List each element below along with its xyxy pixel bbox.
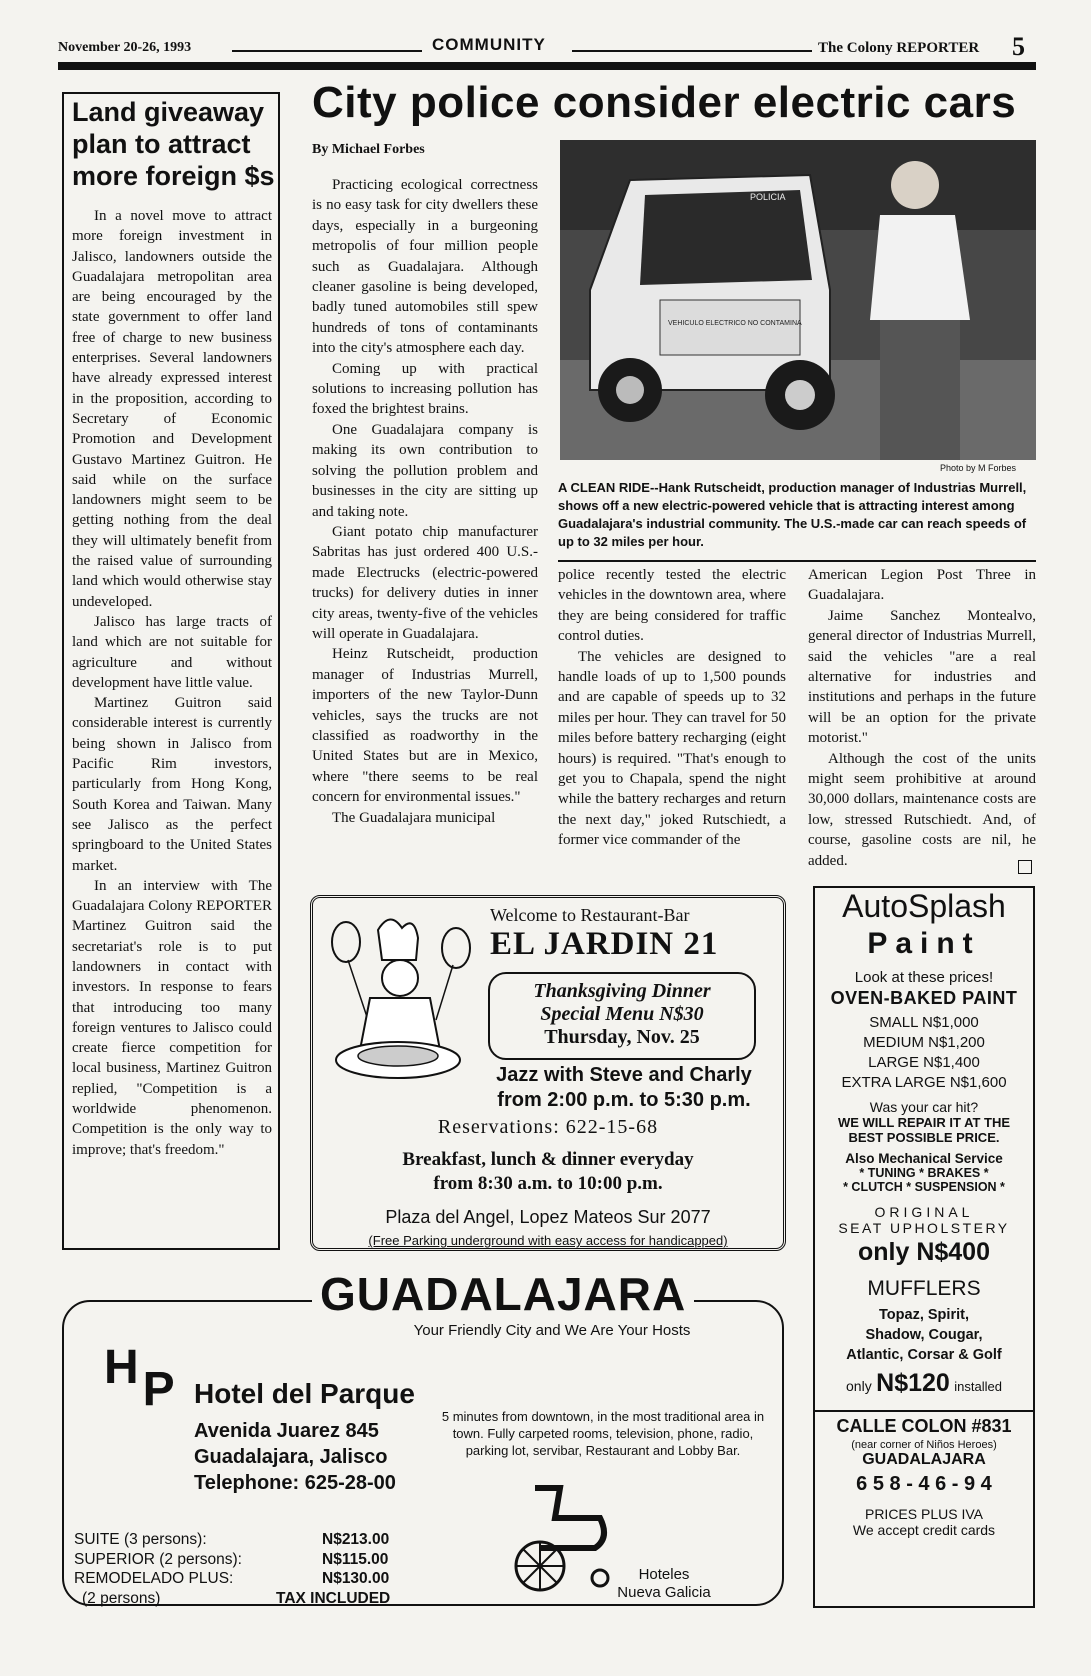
muffler-price xyxy=(815,1369,1033,1398)
caption-rule xyxy=(558,560,1036,562)
sidebar-paragraph: Jalisco has large tracts of land which are not suitable for agriculture and without development have little value. xyxy=(72,613,272,691)
price-row xyxy=(815,1073,1033,1093)
article-column-1 xyxy=(312,175,538,828)
article-paragraph: Coming up with practical solutions to increasing pollution has foxed the brightest brains. xyxy=(312,360,538,418)
reservations: Reservations: 622-15-68 xyxy=(437,1116,659,1138)
service-list: * TUNING * BRAKES * xyxy=(859,1166,989,1180)
service-list: * CLUTCH * SUSPENSION * xyxy=(843,1180,1005,1194)
article-column-2 xyxy=(558,565,786,851)
tax-note: TAX INCLUDED xyxy=(276,1589,391,1607)
article-paragraph: Although the cost of the units might seem prohibitive at around 30,000 dollars, maintenance costs are low, stressed Rutschiedt. And, of course, gasoline costs are nil, he added. xyxy=(808,750,1036,869)
meals-time: from 8:30 a.m. to 10:00 p.m. xyxy=(433,1173,663,1194)
logo-h: H xyxy=(104,1341,139,1394)
seat-upholstery: SEAT UPHOLSTERY xyxy=(838,1220,1010,1236)
special-menu: Special Menu N$30 xyxy=(540,1003,704,1025)
rate-price: N$115.00 xyxy=(322,1550,389,1568)
photo-credit: Photo by M Forbes xyxy=(940,463,1017,473)
thanksgiving-special xyxy=(488,972,756,1060)
car-model-line: Shadow, Cougar, xyxy=(865,1327,983,1343)
sidebar-paragraph: In an interview with The Guadalajara Colony REPORTER Martinez Guitron said the secretariat's role is to put landowners in contact with investors. In response to fears that introducing too many foreign ventures to Jalisco could create fierce competition for local business, Martinez Guitron replied, "Competition is a worldwide phenomenon. Competition is the only way to improve; that's freedom." xyxy=(72,877,272,1158)
photo-illustration xyxy=(560,140,1036,460)
price-value: N$1,000 xyxy=(922,1014,979,1031)
rate-prices xyxy=(276,1530,391,1608)
guadalajara-tagline: Your Friendly City and We Are Your Hosts xyxy=(413,1322,691,1339)
van-label: POLICIA xyxy=(750,192,786,202)
chef-illustration xyxy=(318,910,478,1095)
price-value: N$1,400 xyxy=(923,1054,980,1071)
jazz-info xyxy=(484,1063,764,1113)
restaurant-name: EL JARDIN 21 xyxy=(490,926,719,962)
page-number: 5 xyxy=(1012,32,1025,61)
logo-p: P xyxy=(142,1363,175,1416)
muffler-only: only xyxy=(846,1378,872,1394)
article-paragraph: Giant potato chip manufacturer Sabritas has just ordered 400 U.S.-made Electrucks (electric-powered trucks) for delivery duties in inner city areas, twenty-five of the vehicles will operate in Guadalajara. xyxy=(312,523,538,642)
article-title: City police consider electric cars xyxy=(312,78,1017,127)
shop-street: CALLE COLON #831 xyxy=(815,1410,1033,1437)
special-title: Thanksgiving Dinner xyxy=(533,980,711,1002)
meals-line: Breakfast, lunch & dinner everyday xyxy=(402,1149,694,1170)
price-row xyxy=(815,1053,1033,1073)
article-paragraph: Practicing ecological correctness is no easy task for city dwellers these days, especially in a burgeoning metropolis of four million people such as Guadalajara. Although cleaner gasoline is being developed, badly tuned automobiles still spew hundreds of tons of contaminants into the city's atmosphere each day. xyxy=(312,177,538,357)
header-rule xyxy=(572,50,812,52)
seat-price: only N$400 xyxy=(857,1238,990,1266)
shop-city: GUADALAJARA xyxy=(862,1451,986,1468)
autosplash-content xyxy=(815,886,1033,1538)
jazz-time: from 2:00 p.m. to 5:30 p.m. xyxy=(497,1089,751,1111)
header-bar xyxy=(58,62,1036,70)
price-size: MEDIUM xyxy=(863,1034,924,1051)
original-label: ORIGINAL xyxy=(874,1204,974,1220)
autosplash-title: AutoSplash xyxy=(842,888,1006,924)
article-paragraph: One Guadalajara company is making its own contribution to solving the pollution problem and businesses in the city are sitting up and taking note. xyxy=(312,421,538,520)
hotel-address xyxy=(194,1418,396,1496)
car-models xyxy=(815,1305,1033,1365)
van-side-label: VEHICULO ELECTRICO NO CONTAMINA xyxy=(668,320,802,327)
article-paragraph: Jaime Sanchez Montealvo, general director of Industrias Murrell, said the vehicles "are a real alternative for industries and institutions and perhaps in the future will be an option for the private motorist." xyxy=(808,607,1036,747)
hotel-description: 5 minutes from downtown, in the most traditional area in town. Fully carpeted rooms, television, phone, radio, parking lot, servibar, Restaurant and Lobby Bar. xyxy=(441,1409,765,1458)
shop-phone: 6 5 8 - 4 6 - 9 4 xyxy=(856,1473,992,1495)
repair-line: WE WILL REPAIR IT AT THE xyxy=(837,1115,1011,1130)
price-value: N$1,200 xyxy=(928,1034,985,1051)
car-model-line: Atlantic, Corsar & Golf xyxy=(846,1347,1002,1363)
address-city: Guadalajara, Jalisco xyxy=(194,1446,388,1468)
mechanical-service: Also Mechanical Service xyxy=(845,1151,1003,1166)
price-row xyxy=(815,1013,1033,1033)
rate-label: SUPERIOR (2 persons): xyxy=(74,1550,242,1568)
car-hit: Was your car hit? xyxy=(869,1099,979,1115)
repair-price: BEST POSSIBLE PRICE. xyxy=(848,1130,1000,1145)
photo-caption: A CLEAN RIDE--Hank Rutscheidt, production manager of Industrias Murrell, shows off a new electric-powered vehicle that is attracting interest among Guadalajara's industrial community. The U.S.-made car can reach speeds of up to 32 miles per hour. xyxy=(558,480,1027,549)
restaurant-address: Plaza del Angel, Lopez Mateos Sur 2077 xyxy=(385,1207,711,1227)
sidebar-body xyxy=(72,206,272,1160)
sidebar-headline: Land giveaway plan to attract more foreign $s xyxy=(72,97,275,191)
section-name: COMMUNITY xyxy=(432,35,546,54)
hotel-telephone: Telephone: 625-28-00 xyxy=(194,1472,396,1494)
article-paragraph: American Legion Post Three in Guadalajara. xyxy=(808,567,1036,604)
meal-hours xyxy=(312,1148,784,1196)
rate-price: N$130.00 xyxy=(322,1570,390,1587)
rate-label: REMODELADO PLUS: xyxy=(74,1570,234,1587)
article-paragraph: The Guadalajara municipal xyxy=(332,809,496,826)
address-line: Avenida Juarez 845 xyxy=(194,1420,379,1442)
rate-labels xyxy=(74,1530,242,1608)
carriage-logo-icon xyxy=(500,1478,620,1598)
rate-label: SUITE (3 persons): xyxy=(74,1531,207,1548)
shop-near: (near corner of Niños Heroes) xyxy=(851,1439,997,1451)
rate-note: (2 persons) xyxy=(82,1589,161,1607)
article-paragraph: Heinz Rutscheidt, production manager of Industrias Murrell, importers of the new Taylor-Dunn vehicles, says the trucks are not classified as roadworthy in the United States but are in Mexico, where "there seems to be real concern for environmental issues." xyxy=(312,646,538,806)
special-date: Thursday, Nov. 25 xyxy=(544,1026,700,1048)
article-column-3 xyxy=(808,565,1036,871)
sidebar-paragraph: In a novel move to attract more foreign investment in Jalisco, landowners outside the Guadalajara metropolitan area are being encouraged by the state government to offer land free of charge to new business enterprises. Several landowners have already expressed interest in the proposition, according to Secretary of Economic Promotion and Development Gustavo Martinez Guitron. He said while on the surface landowners might seem to be getting nothing from the deal they will ultimately benefit from the raised value of surrounding land which would otherwise stay undeveloped. xyxy=(72,208,272,610)
sidebar-paragraph: Martinez Guitron said considerable interest is currently being shown in Jalisco from Pacific Rim investors, particularly from Hong Kong, South Korea and Taiwan. Many see Jalisco as the perfect springboard to the United States market. xyxy=(72,695,272,874)
price-size: LARGE xyxy=(868,1054,919,1071)
end-mark xyxy=(1018,860,1032,874)
rate-price: N$213.00 xyxy=(322,1531,390,1548)
muffler-installed: installed xyxy=(954,1379,1002,1394)
credit-cards: We accept credit cards xyxy=(852,1522,996,1538)
article-paragraph: police recently tested the electric vehicles in the downtown area, where they are being considered for traffic control duties. xyxy=(558,567,786,645)
mufflers-title: MUFFLERS xyxy=(867,1277,981,1300)
car-model-line: Topaz, Spirit, xyxy=(879,1307,969,1323)
article-photo xyxy=(560,140,1036,460)
byline: By Michael Forbes xyxy=(312,142,425,157)
hotel-name: Hotel del Parque xyxy=(194,1378,415,1409)
price-value: N$1,600 xyxy=(949,1074,1007,1091)
chain-line: Hoteles xyxy=(638,1566,690,1583)
hotel-logo xyxy=(104,1340,175,1416)
jazz-line: Jazz with Steve and Charly xyxy=(496,1064,752,1086)
look-prices: Look at these prices! xyxy=(854,969,994,986)
price-size: SMALL xyxy=(869,1014,918,1031)
issue-date: November 20-26, 1993 xyxy=(58,40,192,55)
muffler-amount: N$120 xyxy=(876,1369,950,1397)
guadalajara-banner: GUADALAJARA xyxy=(312,1267,694,1321)
chain-name: Nueva Galicia xyxy=(617,1584,711,1601)
price-list xyxy=(815,1013,1033,1093)
header-rule xyxy=(232,50,422,52)
paper-name: The Colony REPORTER xyxy=(818,40,980,56)
prices-iva: PRICES PLUS IVA xyxy=(864,1506,983,1522)
article-paragraph: The vehicles are designed to handle loads of up to 1,500 pounds and are capable of speeds up to 32 miles per hour. They can travel for 50 miles before battery recharging (eight hours) is required. "That's enough to get you to Chapala, spend the night while the battery recharges and return the next day," joked Rutschiedt, a former vice commander of the xyxy=(558,648,786,849)
parking-note: (Free Parking underground with easy access for handicapped) xyxy=(368,1233,728,1248)
hotel-chain xyxy=(604,1566,724,1602)
price-size: EXTRA LARGE xyxy=(841,1074,946,1091)
paint-title: Paint xyxy=(867,927,981,960)
restaurant-welcome: Welcome to Restaurant-Bar xyxy=(490,905,690,925)
price-row xyxy=(815,1033,1033,1053)
oven-baked: OVEN-BAKED PAINT xyxy=(830,988,1018,1008)
